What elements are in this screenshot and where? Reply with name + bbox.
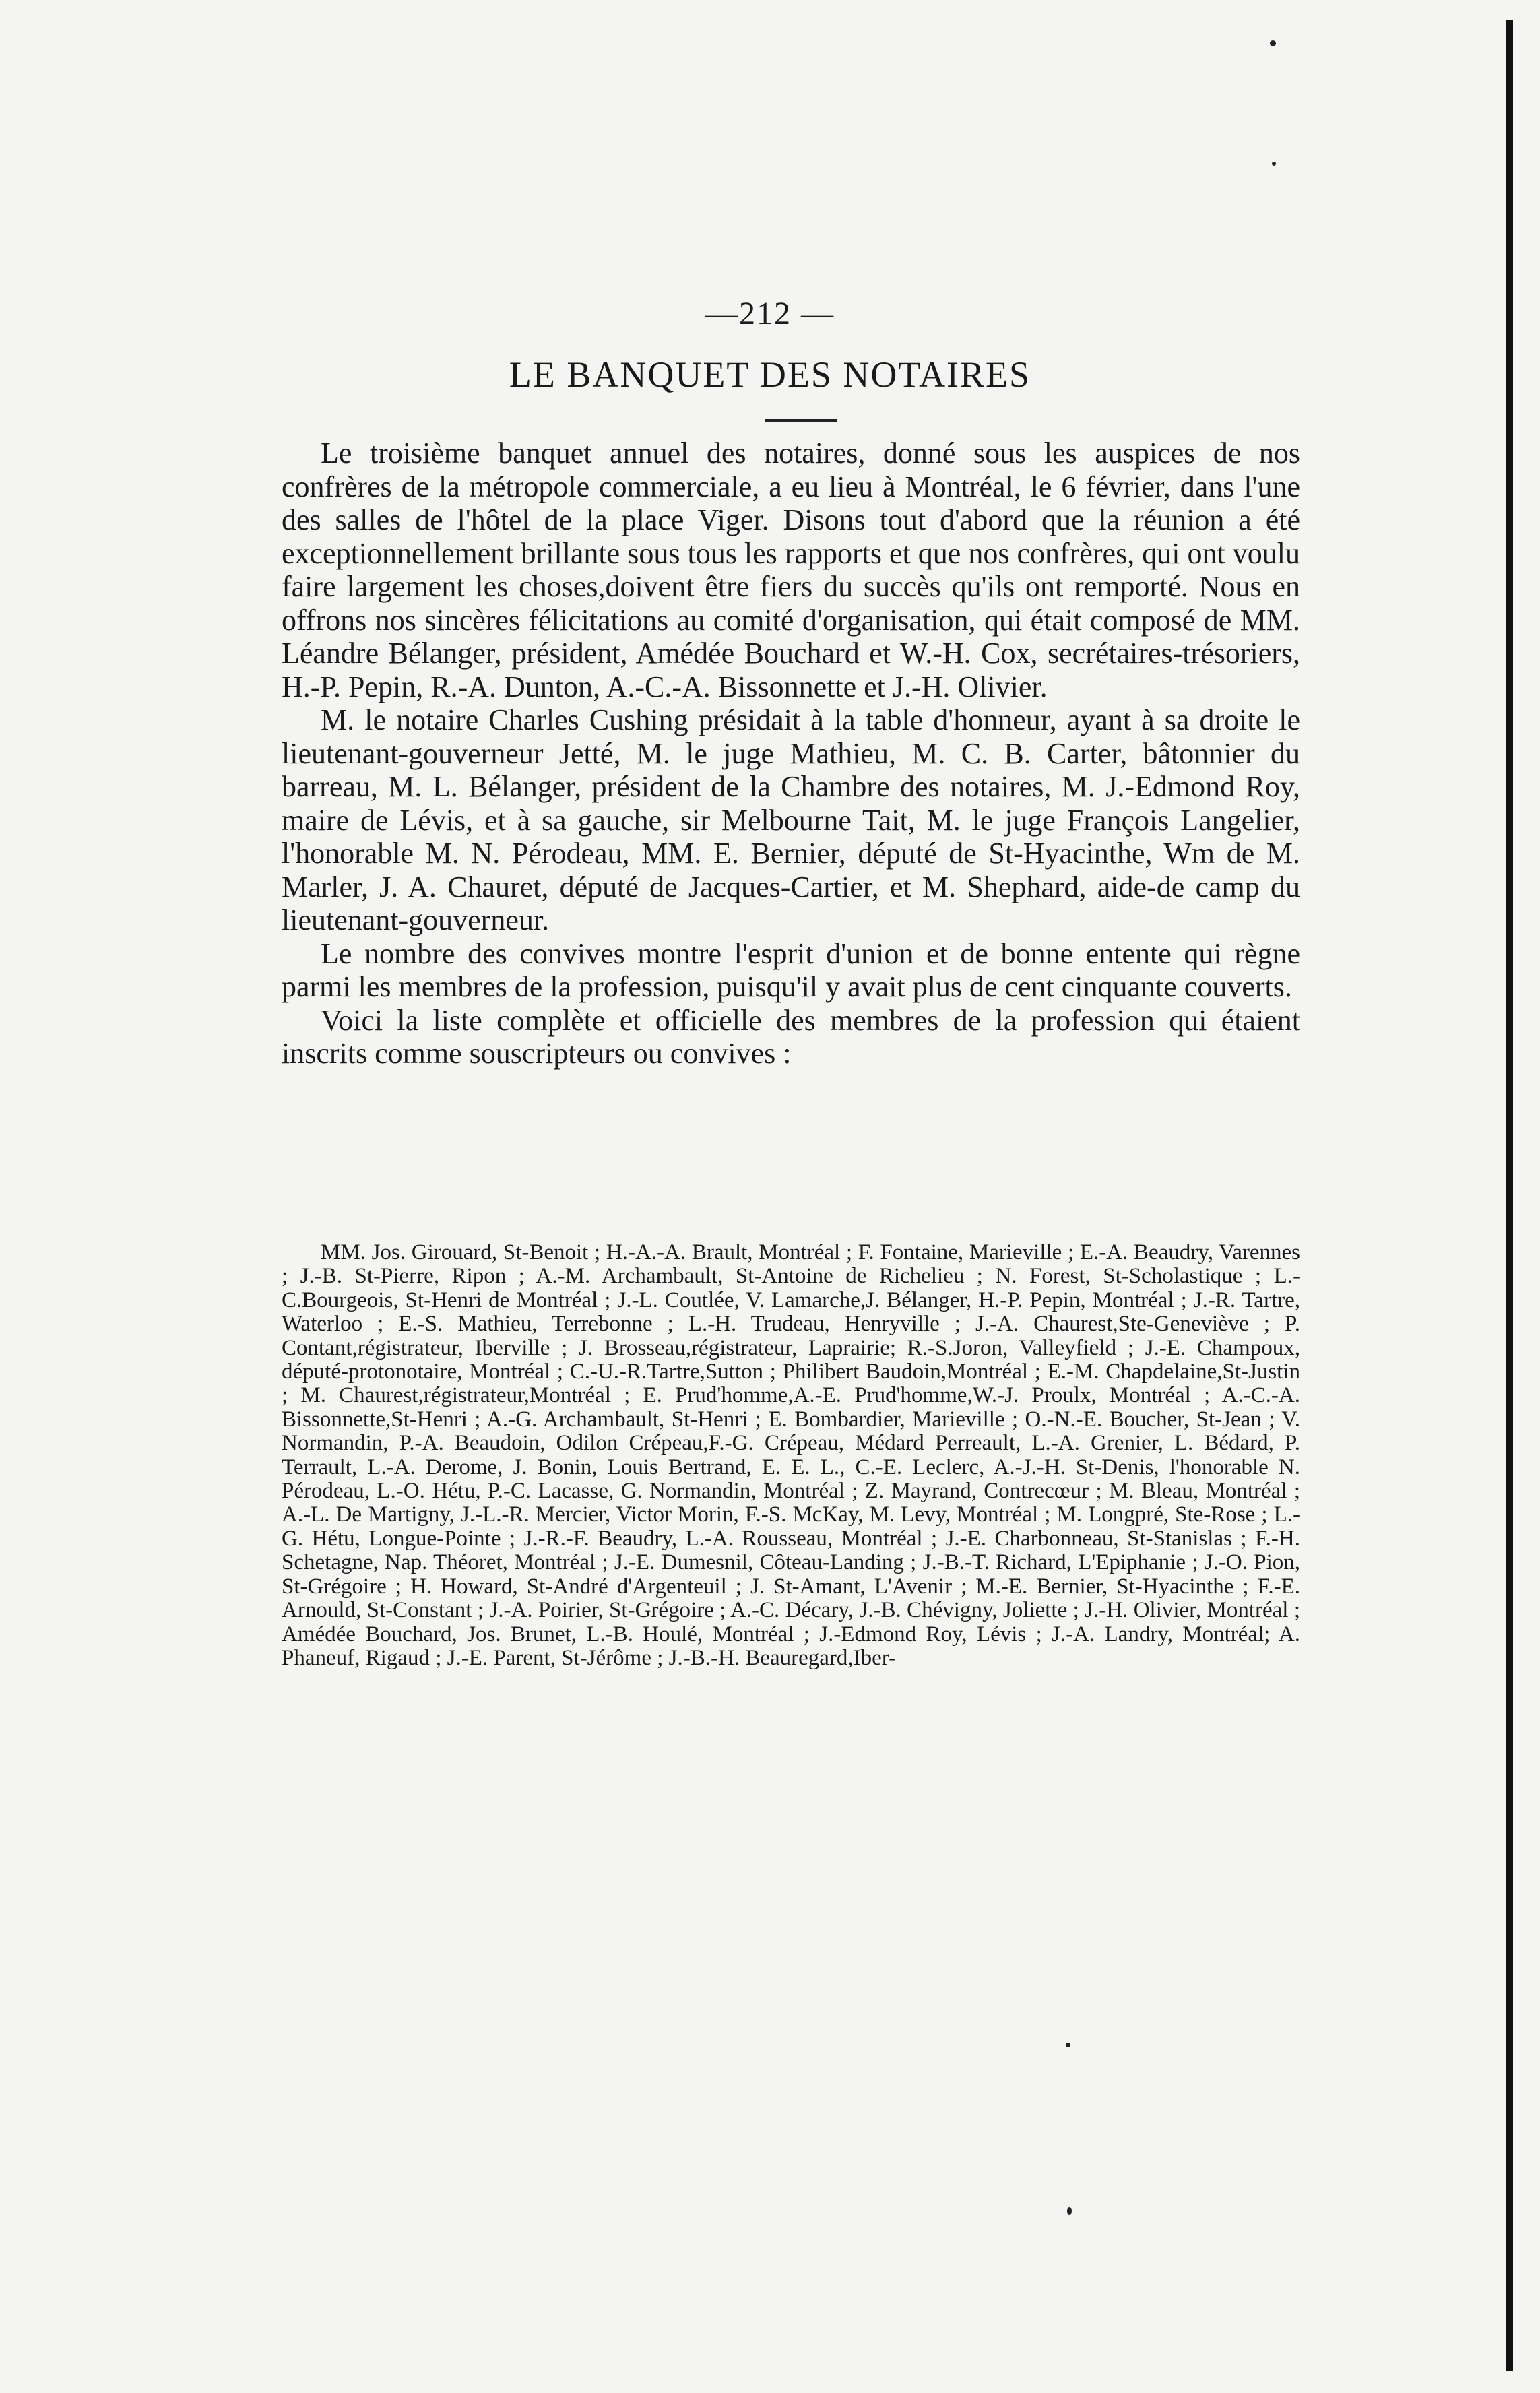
subscriber-list	[282, 1241, 1300, 1670]
paragraph: Voici la liste complète et officielle des membres de la profession qui étaient inscrits comme souscripteurs ou convives :	[282, 1003, 1300, 1070]
paragraph: Le nombre des convives montre l'esprit d'union et de bonne entente qui règne parmi les membres de la profession, puisqu'il y avait plus de cent cinquante couverts.	[282, 936, 1300, 1003]
article-body	[282, 437, 1300, 1071]
scan-speck	[1270, 40, 1276, 46]
page-number: —212 —	[705, 296, 835, 331]
paragraph: M. le notaire Charles Cushing présidait à la table d'honneur, ayant à sa droite le lieutenant-gouverneur Jetté, M. le juge Mathieu, M. C. B. Carter, bâtonnier du barreau, M. L. Bélanger, président de la Chambre des notaires, M. J.-Edmond Roy, maire de Lévis, et à sa gauche, sir Melbourne Tait, M. le juge François Langelier, l'honorable M. N. Pérodeau, MM. E. Bernier, député de St-Hyacinthe, Wm de M. Marler, J. A. Chauret, député de Jacques-Cartier, et M. Shephard, aide-de camp du lieutenant-gouverneur.	[282, 703, 1300, 936]
article-title: LE BANQUET DES NOTAIRES	[509, 354, 1031, 395]
scan-speck	[1066, 2043, 1070, 2047]
subscriber-paragraph: MM. Jos. Girouard, St-Benoit ; H.-A.-A. Brault, Montréal ; F. Fontaine, Marieville ; E.-A. Beaudry, Varennes ; J.-B. St-Pierre, Ripon ; A.-M. Archambault, St-Antoine de Richelieu ; N. Forest, St-Scholastique ; L.-C.Bourgeois, St-Henri de Montréal ; J.-L. Coutlée, V. Lamarche,J. Bélanger, H.-P. Pepin, Montréal ; J.-R. Tartre, Waterloo ; E.-S. Mathieu, Terrebonne ; L.-H. Trudeau, Henryville ; J.-A. Chaurest,Ste-Geneviève ; P. Contant,régistrateur, Iberville ; J. Brosseau,régistrateur, Laprairie; R.-S.Joron, Valleyfield ; J.-E. Champoux, député-protonotaire, Montréal ; C.-U.-R.Tartre,Sutton ; Philibert Baudoin,Montréal ; E.-M. Chapdelaine,St-Justin ; M. Chaurest,régistrateur,Montréal ; E. Prud'homme,A.-E. Prud'homme,W.-J. Proulx, Montréal ; A.-C.-A. Bissonnette,St-Henri ; A.-G. Archambault, St-Henri ; E. Bombardier, Marieville ; O.-N.-E. Boucher, St-Jean ; V. Normandin, P.-A. Beaudoin, Odilon Crépeau,F.-G. Crépeau, Médard Perreault, L.-A. Grenier, L. Bédard, P. Terrault, L.-A. Derome, J. Bonin, Louis Bertrand, E. E. L., C.-E. Leclerc, A.-J.-H. St-Denis, l'honorable N. Pérodeau, L.-O. Hétu, P.-C. Lacasse, G. Normandin, Montréal ; Z. Mayrand, Contrecœur ; M. Bleau, Montréal ; A.-L. De Martigny, J.-L.-R. Mercier, Victor Morin, F.-S. McKay, M. Levy, Montréal ; M. Longpré, Ste-Rose ; L.-G. Hétu, Longue-Pointe ; J.-R.-F. Beaudry, L.-A. Rousseau, Montréal ; J.-E. Charbonneau, St-Stanislas ; F.-H. Schetagne, Nap. Théoret, Montréal ; J.-E. Dumesnil, Côteau-Landing ; J.-B.-T. Richard, L'Epiphanie ; J.-O. Pion, St-Grégoire ; H. Howard, St-André d'Argenteuil ; J. St-Amant, L'Avenir ; M.-E. Bernier, St-Hyacinthe ; F.-E. Arnould, St-Constant ; J.-A. Poirier, St-Grégoire ; A.-C. Décary, J.-B. Chévigny, Joliette ; J.-H. Olivier, Montréal ; Amédée Bouchard, Jos. Brunet, L.-B. Houlé, Montréal ; J.-Edmond Roy, Lévis ; J.-A. Landry, Montréal; A. Phaneuf, Rigaud ; J.-E. Parent, St-Jérôme ; J.-B.-H. Beauregard,Iber-	[282, 1240, 1300, 1670]
paragraph: Le troisième banquet annuel des notaires, donné sous les auspices de nos confrères de la métropole commerciale, a eu lieu à Montréal, le 6 février, dans l'une des salles de l'hôtel de la place Viger. Disons tout d'abord que la réunion a été exceptionnellement brillante sous tous les rapports et que nos confrères, qui ont voulu faire largement les choses,doivent être fiers du succès qu'ils ont remporté. Nous en offrons nos sincères félicitations au comité d'organisation, qui était composé de MM. Léandre Bélanger, président, Amédée Bouchard et W.-H. Cox, secrétaires-trésoriers, H.-P. Pepin, R.-A. Dunton, A.-C.-A. Bissonnette et J.-H. Olivier.	[282, 437, 1300, 703]
scan-speck	[1272, 162, 1276, 166]
scan-speck	[1067, 2207, 1072, 2215]
title-divider	[765, 419, 837, 422]
